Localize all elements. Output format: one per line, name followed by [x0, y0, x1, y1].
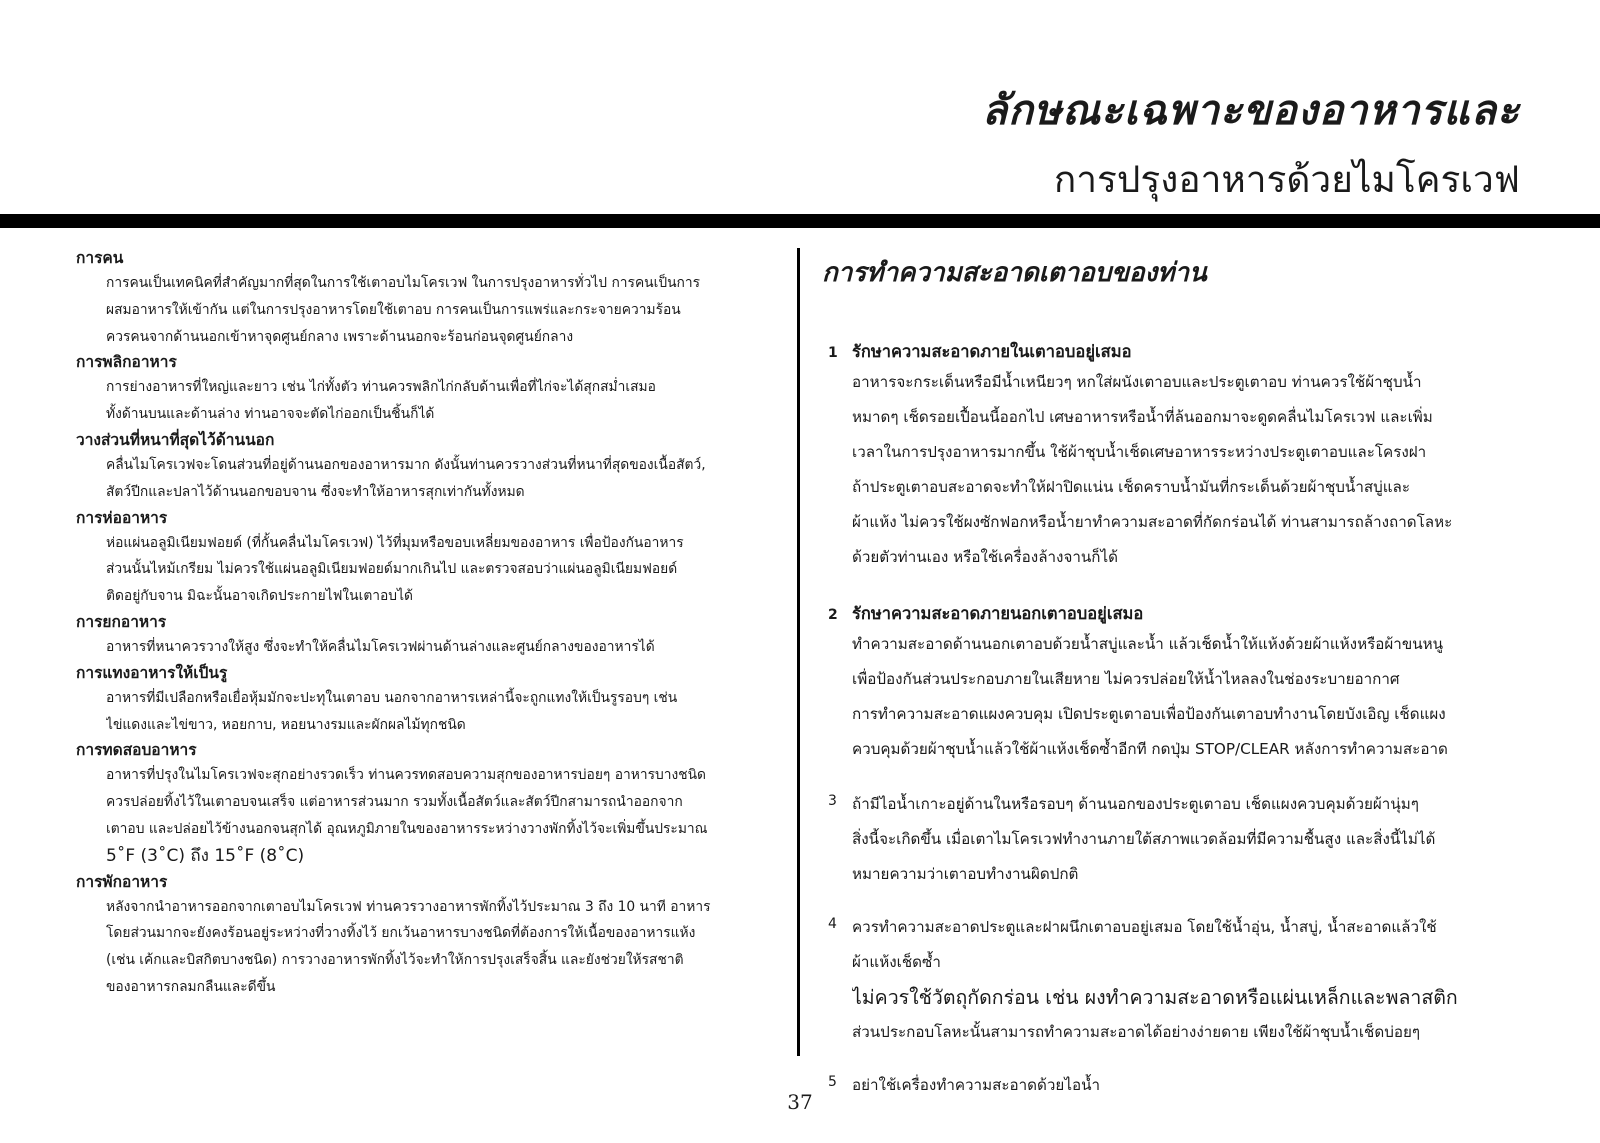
section-elevating: [76, 610, 776, 661]
section-heading: การยกอาหาร: [76, 612, 167, 631]
body-line: ผสมอาหารให้เข้ากัน แต่ในการปรุงอาหารโดยใช้เตาอบ การคนเป็นการแพร่และกระจายความร้อน: [106, 301, 681, 318]
cleaning-item-4: [822, 910, 1532, 1050]
body-line: อาหารที่มีเปลือกหรือเยื่อหุ้มมักจะปะทุในเตาอบ นอกจากอาหารเหล่านี้จะถูกแทงให้เป็นรูรอบๆ เช่น: [106, 689, 678, 706]
warning-line: ไม่ควรใช้วัตถุกัดกร่อน เช่น ผงทำความสะอาดหรือแผ่นเหล็กและพลาสติก: [852, 986, 1458, 1009]
body-line: อาหารที่ปรุงในไมโครเวฟจะสุกอย่างรวดเร็ว ท่านควรทดสอบความสุกของอาหารบ่อยๆ อาหารบางชนิด: [106, 767, 706, 784]
section-heading: การพลิกอาหาร: [76, 353, 177, 372]
section-testing: [76, 738, 776, 869]
section-body: [76, 762, 776, 869]
page-number: 37: [787, 1090, 813, 1114]
body-line: ด้วยตัวท่านเอง หรือใช้เครื่องล้างจานก็ได้: [852, 548, 1118, 566]
body-line: ทำความสะอาดด้านนอกเตาอบด้วยน้ำสบู่และน้ำ แล้วเช็ดน้ำให้แห้งด้วยผ้าแห้งหรือผ้าขนหนู: [852, 635, 1443, 653]
body-line: หมายความว่าเตาอบทำงานผิดปกติ: [852, 865, 1079, 883]
section-turning: [76, 350, 776, 428]
section-body: [76, 634, 776, 661]
body-line: ส่วนประกอบโลหะนั้นสามารถทำความสะอาดได้อย่างง่ายดาย เพียงใช้ผ้าชุบน้ำเช็ดบ่อยๆ: [852, 1023, 1421, 1041]
body-line: อย่าใช้เครื่องทำความสะอาดด้วยไอน้ำ: [852, 1076, 1100, 1094]
body-line: ถ้าประตูเตาอบสะอาดจะทำให้ฝาปิดแน่น เช็ดคราบน้ำมันที่กระเด็นด้วยผ้าชุบน้ำสบู่และ: [852, 478, 1411, 496]
body-line: เพื่อป้องกันส่วนประกอบภายในเสียหาย ไม่ควรปล่อยให้น้ำไหลลงในช่องระบายอากาศ: [852, 670, 1400, 688]
cleaning-title: การทำความสะอาดเตาอบของท่าน: [822, 258, 1207, 288]
item-heading: รักษาความสะอาดภายนอกเตาอบอยู่เสมอ: [852, 604, 1144, 623]
page-title-line-2: การปรุงอาหารด้วยไมโครเวฟ: [1053, 158, 1520, 201]
section-stirring: [76, 246, 776, 350]
section-body: [76, 894, 776, 1001]
item-body: [852, 787, 1532, 892]
body-line: ควรปล่อยทิ้งไว้ในเตาอบจนเสร็จ แต่อาหารส่วนมาก รวมทั้งเนื้อสัตว์และสัตว์ปีกสามารถนำออกจาก: [106, 794, 683, 811]
body-line: โดยส่วนมากจะยังคงร้อนอยู่ระหว่างที่วางทิ้งไว้ ยกเว้นอาหารบางชนิดที่ต้องการให้เนื้อของอาหารแห้ง: [106, 925, 696, 942]
item-number: 3: [828, 793, 837, 809]
body-line: ผ้าแห้งเช็ดซ้ำ: [852, 953, 941, 971]
header-rule: [0, 214, 1600, 228]
section-body: [76, 530, 776, 610]
section-heading: การห่ออาหาร: [76, 508, 168, 527]
body-line: ผ้าแห้ง ไม่ควรใช้ผงซักฟอกหรือน้ำยาทำความสะอาดที่กัดกร่อนได้ ท่านสามารถล้างถาดโลหะ: [852, 513, 1453, 531]
section-thick-parts-outside: [76, 428, 776, 506]
section-heading: วางส่วนที่หนาที่สุดไว้ด้านนอก: [76, 430, 275, 449]
cleaning-item-2: [822, 601, 1532, 767]
body-line: หมาดๆ เช็ดรอยเปื้อนนี้ออกไป เศษอาหารหรือน้ำที่ล้นออกมาจะดูดคลื่นไมโครเวฟ และเพิ่ม: [852, 408, 1433, 426]
section-heading: การคน: [76, 249, 124, 267]
body-line: การคนเป็นเทคนิคที่สำคัญมากที่สุดในการใช้เตาอบไมโครเวฟ ในการปรุงอาหารทั่วไป การคนเป็นการ: [106, 275, 701, 291]
item-number: 1: [828, 345, 838, 361]
body-line: ควบคุมด้วยผ้าชุบน้ำแล้วใช้ผ้าแห้งเช็ดซ้ำอีกที กดปุ่ม STOP/CLEAR หลังการทำความสะอาด: [852, 740, 1448, 758]
body-line: สัตว์ปีกและปลาไว้ด้านนอกขอบจาน ซึ่งจะทำให้อาหารสุกเท่ากันทั้งหมด: [106, 483, 525, 500]
section-shielding: [76, 506, 776, 610]
section-body: [76, 374, 776, 428]
item-body: [852, 365, 1532, 575]
body-line: ส่วนนั้นไหม้เกรียม ไม่ควรใช้แผ่นอลูมิเนียมฟอยด์มากเกินไป และตรวจสอบว่าแผ่นอลูมิเนียมฟอยด์: [106, 561, 678, 578]
section-heading: การทดสอบอาหาร: [76, 741, 197, 760]
item-body: [852, 627, 1532, 767]
item-body: [852, 910, 1532, 1050]
body-line: ของอาหารกลมกลืนและดีขึ้น: [106, 978, 276, 995]
body-line: เวลาในการปรุงอาหารมากขึ้น ใช้ผ้าชุบน้ำเช็ดเศษอาหารระหว่างประตูเตาอบและโครงฝา: [852, 443, 1427, 461]
temperature-range: 5˚F (3˚C) ถึง 15˚F (8˚C): [106, 845, 305, 866]
section-body: [76, 685, 776, 739]
section-standing: [76, 870, 776, 1001]
body-line: ทั้งด้านบนและด้านล่าง ท่านอาจจะตัดไก่ออกเป็นชิ้นก็ได้: [106, 406, 435, 423]
section-body: [76, 452, 776, 506]
body-line: อาหารจะกระเด็นหรือมีน้ำเหนียวๆ หกใส่ผนังเตาอบและประตูเตาอบ ท่านควรใช้ผ้าชุบน้ำ: [852, 373, 1422, 391]
section-heading: การพักอาหาร: [76, 872, 168, 891]
item-heading: รักษาความสะอาดภายในเตาอบอยู่เสมอ: [852, 342, 1132, 361]
body-line: คลื่นไมโครเวฟจะโดนส่วนที่อยู่ด้านนอกของอาหารมาก ดังนั้นท่านควรวางส่วนที่หนาที่สุดของเนื้อสัตว์,: [106, 456, 706, 473]
body-line: ควรทำความสะอาดประตูและฝาผนึกเตาอบอยู่เสมอ โดยใช้น้ำอุ่น, น้ำสบู่, น้ำสะอาดแล้วใช้: [852, 918, 1437, 936]
body-line: ห่อแผ่นอลูมิเนียมฟอยด์ (ที่กั้นคลื่นไมโครเวฟ) ไว้ที่มุมหรือขอบเหลี่ยมของอาหาร เพื่อป้องกันอาหาร: [106, 534, 684, 551]
section-heading: การแทงอาหารให้เป็นรู: [76, 663, 228, 682]
right-column: [822, 252, 1532, 1103]
body-line: ถ้ามีไอน้ำเกาะอยู่ด้านในหรือรอบๆ ด้านนอกของประตูเตาอบ เช็ดแผงควบคุมด้วยผ้านุ่มๆ: [852, 795, 1419, 813]
body-line: หลังจากนำอาหารออกจากเตาอบไมโครเวฟ ท่านควรวางอาหารพักทิ้งไว้ประมาณ 3 ถึง 10 นาที อาหาร: [106, 898, 711, 915]
body-line: เตาอบ และปล่อยไว้ข้างนอกจนสุกได้ อุณหภูมิภายในของอาหารระหว่างวางพักทิ้งไว้จะเพิ่มขึ้นประมาณ: [106, 820, 708, 837]
body-line: (เช่น เค้กและบิสกิตบางชนิด) การวางอาหารพักทิ้งไว้จะทำให้การปรุงเสร็จสิ้น และยังช่วยให้รสชาติ: [106, 952, 684, 969]
cleaning-item-1: [822, 339, 1532, 575]
page-title-line-1: ลักษณะเฉพาะของอาหารและ: [981, 86, 1520, 134]
section-piercing: [76, 661, 776, 739]
body-line: ควรคนจากด้านนอกเข้าหาจุดศูนย์กลาง เพราะด้านนอกจะร้อนก่อนจุดศูนย์กลาง: [106, 328, 574, 345]
body-line: ไข่แดงและไข่ขาว, หอยกาบ, หอยนางรมและผักผลไม้ทุกชนิด: [106, 716, 466, 733]
body-line: การทำความสะอาดแผงควบคุม เปิดประตูเตาอบเพื่อป้องกันเตาอบทำงานโดยบังเอิญ เช็ดแผง: [852, 705, 1446, 723]
item-number: 5: [828, 1074, 837, 1090]
section-body: [76, 270, 776, 350]
left-column: [76, 246, 776, 1001]
cleaning-item-3: [822, 787, 1532, 892]
body-line: ติดอยู่กับจาน มิฉะนั้นอาจเกิดประกายไฟในเตาอบได้: [106, 588, 413, 605]
body-line: สิ่งนี้จะเกิดขึ้น เมื่อเตาไมโครเวฟทำงานภายใต้สภาพแวดล้อมที่มีความชื้นสูง และสิ่งนี้ไม่ได้: [852, 830, 1436, 848]
item-number: 4: [828, 916, 837, 932]
body-line: อาหารที่หนาควรวางให้สูง ซึ่งจะทำให้คลื่นไมโครเวฟผ่านด้านล่างและศูนย์กลางของอาหารได้: [106, 638, 655, 655]
body-line: การย่างอาหารที่ใหญ่และยาว เช่น ไก่ทั้งตัว ท่านควรพลิกไก่กลับด้านเพื่อที่ไก่จะได้สุกสม่ำเสมอ: [106, 379, 656, 396]
item-number: 2: [828, 607, 838, 623]
column-divider: [797, 248, 800, 1056]
